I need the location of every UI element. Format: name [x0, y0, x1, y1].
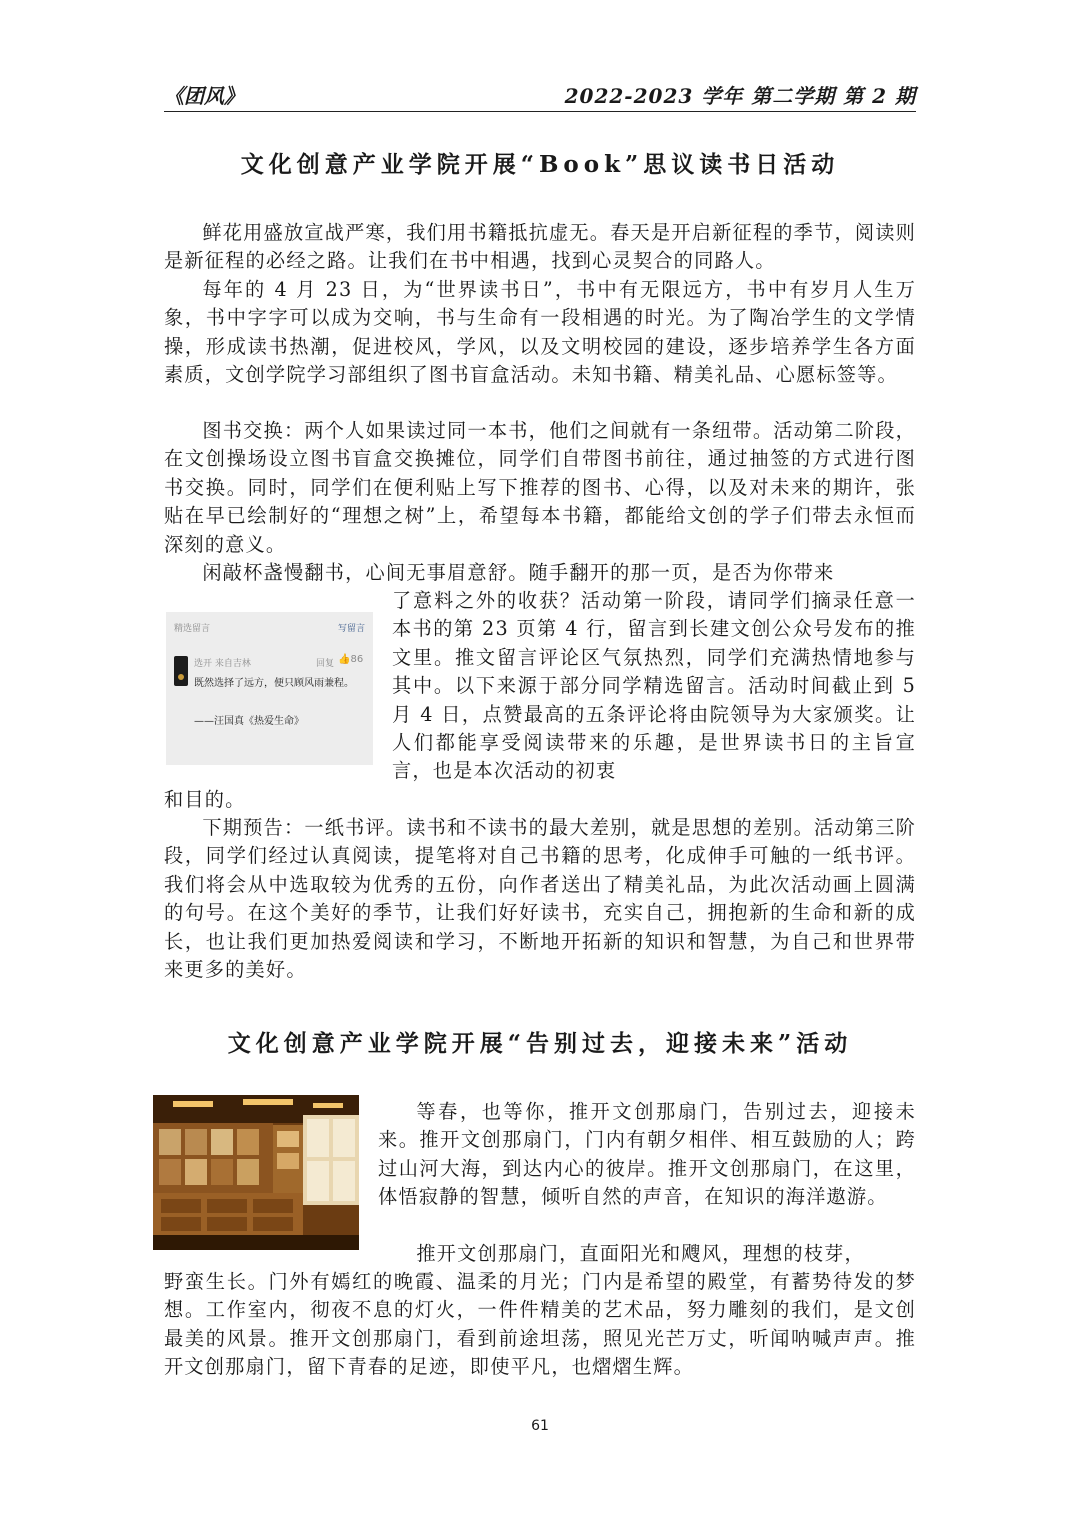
article-2-paragraph-1: 等春，也等你，推开文创那扇门，告别过去，迎接未来。推开文创那扇门，门内有朝夕相伴、相互鼓励的人；跨过山河大海，到达内心的彼岸。推开文创那扇门，在这里，体悟寂静的智慧，倾听自然的声音，在知识的海洋遨游。 — [378, 1100, 916, 1209]
studio-photo — [153, 1095, 359, 1250]
issue-info: 2022-2023 学年 第二学期 第 2 期 — [564, 84, 916, 108]
thumbs-up-icon: 👍 — [338, 654, 351, 665]
reply-link: 回复 — [316, 659, 335, 669]
running-header — [164, 78, 916, 110]
comment-section-header: 精选留言 — [174, 624, 211, 634]
comment-user: 选开 来自吉林 — [194, 659, 251, 669]
comment-screenshot — [166, 612, 373, 765]
article-1-paragraph-3: 图书交换：两个人如果读过同一本书，他们之间就有一条纽带。活动第二阶段，在文创操场设立图书盲盒交换摊位，同学们自带图书前往，通过抽签的方式进行图书交换。同时，同学们在便利贴上写下推荐的图书、心得，以及对未来的期许，张贴在早已绘制好的“理想之树”上，希望每本书籍，都能给文创的学子们带去永恒而深刻的意义。 — [164, 419, 916, 556]
article-2-title: 文化创意产业学院开展“告别过去，迎接未来”活动 — [227, 1030, 853, 1057]
article-1-paragraph-4-end: 和目的。 — [164, 788, 246, 811]
avatar — [174, 656, 188, 686]
article-1-paragraph-4-first-line: 闲敲杯盏慢翻书，心间无事眉意舒。随手翻开的那一页，是否为你带来 — [202, 561, 835, 584]
magazine-name: 《团风》 — [164, 84, 244, 108]
article-1-title: 文化创意产业学院开展“Book”思议读书日活动 — [240, 151, 840, 178]
like-count: 👍86 — [338, 654, 364, 665]
article-2-paragraph-2: 野蛮生长。门外有嫣红的晚霞、温柔的月光；门内是希望的殿堂，有蓄势待发的梦想。工作室内，彻夜不息的灯火，一件件精美的艺术品，努力雕刻的我们，是文创最美的风景。推开文创那扇门，看到前途坦荡，照见光芒万丈，听闻呐喊声声。推开文创那扇门，留下青春的足迹，即使平凡，也熠熠生辉。 — [164, 1270, 916, 1379]
comment-text: 既然选择了远方，便只顾风雨兼程。 — [194, 678, 354, 689]
page-number: 61 — [531, 1418, 549, 1434]
header-rule — [164, 111, 916, 112]
write-comment-link: 写留言 — [337, 624, 365, 634]
article-2-paragraph-2-first-line: 推开文创那扇门，直面阳光和飕风，理想的枝芽， — [416, 1242, 865, 1265]
article-1-paragraph-4-wrap: 了意料之外的收获？活动第一阶段，请同学们摘录任意一本书的第 23 页第 4 行，留言到长建文创公众号发布的推文里。推文留言评论区气氛热烈，同学们充满热情地参与其中。以下来源于部分同学精选留言。活动时间截止到 5 月 4 日，点赞最高的五条评论将由院领导为大家颁奖。让人们都能享受阅读带来的乐趣，是世界读书日的主旨宣言，也是本次活动的初衷 — [392, 589, 916, 783]
article-1-paragraph-2: 每年的 4 月 23 日，为“世界读书日”，书中有无限远方，书中有岁月人生万象，书中字字可以成为交响，书与生命有一段相遇的时光。为了陶冶学生的文学情操，形成读书热潮，促进校风，学风，以及文明校园的建设，逐步培养学生各方面素质，文创学院学习部组织了图书盲盒活动。未知书籍、精美礼品、心愿标签等。 — [164, 278, 916, 387]
article-1-paragraph-1: 鲜花用盛放宣战严寒，我们用书籍抵抗虚无。春天是开启新征程的季节，阅读则是新征程的必经之路。让我们在书中相遇，找到心灵契合的同路人。 — [164, 221, 916, 273]
article-1-paragraph-5: 下期预告：一纸书评。读书和不读书的最大差别，就是思想的差别。活动第三阶段，同学们经过认真阅读，提笔将对自己书籍的思考，化成伸手可触的一纸书评。我们将会从中选取较为优秀的五份，向作者送出了精美礼品，为此次活动画上圆满的句号。在这个美好的季节，让我们好好读书，充实自己，拥抱新的生命和新的成长，也让我们更加热爱阅读和学习，不断地开拓新的知识和智慧，为自己和世界带来更多的美好。 — [164, 816, 916, 982]
comment-citation: ——汪国真《热爱生命》 — [194, 716, 304, 727]
